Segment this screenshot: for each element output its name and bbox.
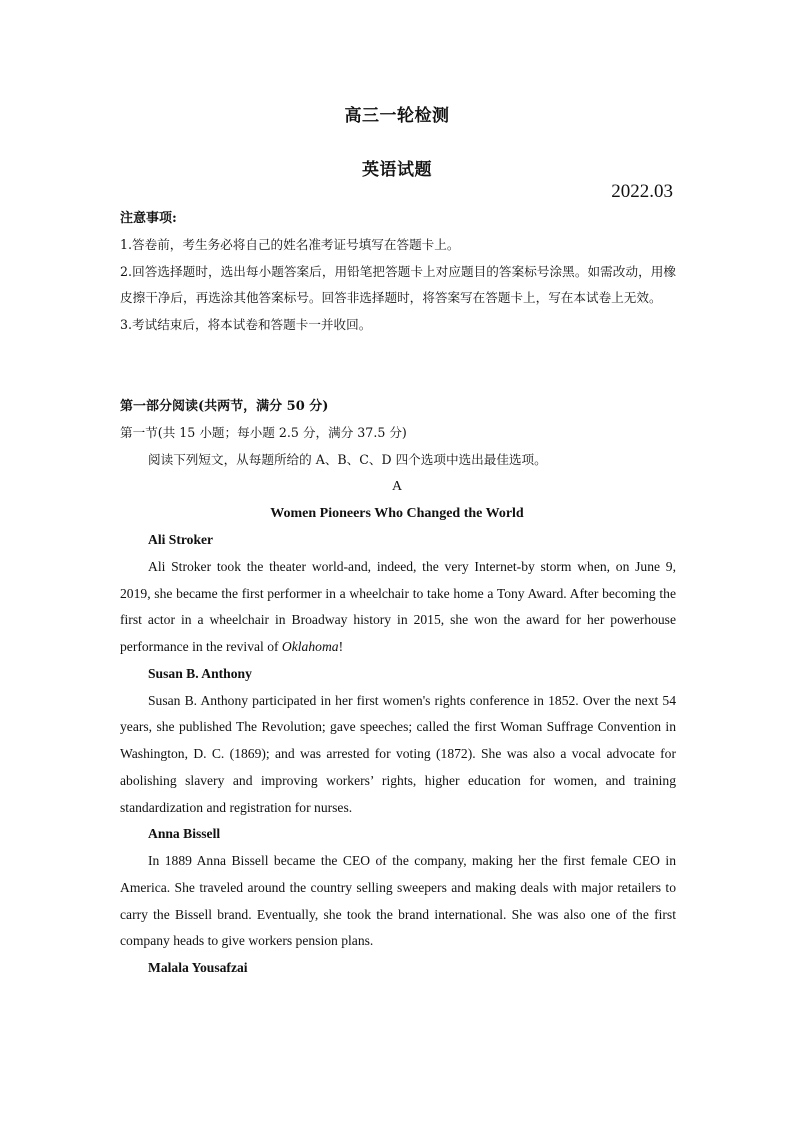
paragraph-text: Ali Stroker took the theater world-and, indeed, the very Internet-by storm when, on June 9, 2019, she became the first performer in a wheelchair to take home a Tony Award. After becoming the first actor in a wheelchair in Broadway history in 2015, she won the award for her powerhouse performance in the revival of [120,558,676,654]
exam-subject-title: 英语试题 [362,160,432,180]
notes-list [120,232,676,338]
exam-date: 2022.03 [611,181,673,202]
pioneer-name: Ali Stroker [148,532,214,547]
paragraph-text-end: ! [338,639,344,654]
pioneer-name: Susan B. Anthony [148,665,252,681]
pioneer-paragraph: In 1889 Anna Bissell became the CEO of the company, making her the first female CEO in America. She traveled around the country selling sweepers and making deals with major retailers to carry the Bissell brand. Eventually, she took the brand international. She was also one of the first company heads to give workers pension plans. [120,853,676,949]
note-item: 2.回答选择题时，选出每小题答案后，用铅笔把答题卡上对应题目的答案标号涂黑。如需改动，用橡皮擦干净后，再选涂其他答案标号。回答非选择题时，将答案写在答题卡上，写在本试卷上无效。 [120,263,676,306]
section-heading: 第一节(共 15 小题；每小题 2.5 分，满分 37.5 分) [120,425,407,440]
pioneer-name: Malala Yousafzai [148,960,248,975]
passage-body [120,527,676,982]
notes-heading: 注意事项: [120,211,177,226]
note-item: 3.考试结束后，将本试卷和答题卡一并收回。 [120,316,372,332]
exam-main-title: 高三一轮检测 [344,106,450,126]
reading-instructions: 阅读下列短文，从每题所给的 A、B、C、D 四个选项中选出最佳选项。 [148,452,547,467]
passage-letter: A [391,479,403,494]
passage-title: Women Pioneers Who Changed the World [270,506,524,521]
pioneer-paragraph [120,554,676,661]
pioneer-name: Anna Bissell [148,826,221,842]
part-heading: 第一部分阅读(共两节，满分 50 分) [120,399,329,414]
pioneer-paragraph: Susan B. Anthony participated in her first women's rights conference in 1852. Over the next 54 years, she published The Revolution; gave speeches; called the first Woman Suffrage Convention in Washington, D. C. (1869); and was arrested for voting (1872). She was also a vocal advocate for abolishing slavery and improving workers’ rights, higher education for women, and training standardization and registration for nurses. [120,692,676,815]
note-item: 1.答卷前，考生务必将自己的姓名准考证号填写在答题卡上。 [120,237,460,252]
italic-title: Oklahoma [281,639,339,654]
